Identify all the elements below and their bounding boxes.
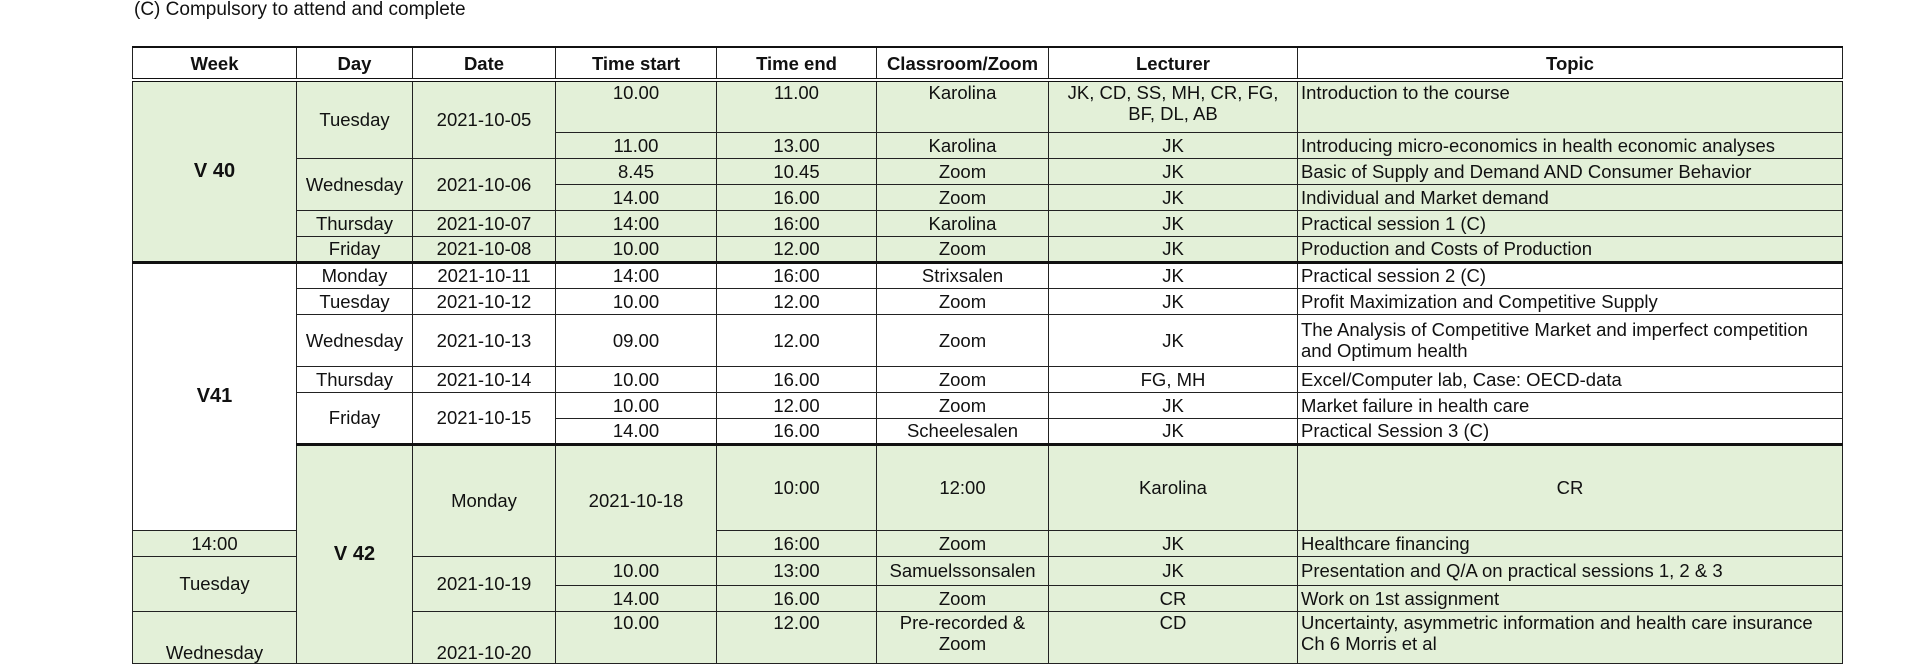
lecturer-cell: FG, MH bbox=[1049, 366, 1298, 392]
day-cell: Thursday bbox=[297, 210, 413, 236]
day-cell: Tuesday bbox=[297, 288, 413, 314]
lecturer-cell: JK bbox=[1049, 184, 1298, 210]
time-end-cell: 16:00 bbox=[717, 210, 877, 236]
col-week: Week bbox=[133, 47, 297, 80]
compulsory-note: (C) Compulsory to attend and complete bbox=[134, 0, 466, 20]
topic-cell: Excel/Computer lab, Case: OECD-data bbox=[1298, 366, 1843, 392]
room-cell: Pre-recorded & Zoom bbox=[877, 611, 1049, 663]
time-end-cell: 16.00 bbox=[717, 366, 877, 392]
col-time-end: Time end bbox=[717, 47, 877, 80]
time-start-cell: 14.00 bbox=[556, 585, 717, 611]
col-lecturer: Lecturer bbox=[1049, 47, 1298, 80]
time-start-cell: 10.00 bbox=[556, 80, 717, 132]
col-day: Day bbox=[297, 47, 413, 80]
day-cell: Wednesday bbox=[297, 158, 413, 210]
time-start-cell: 10:00 bbox=[717, 444, 877, 530]
time-end-cell: 12:00 bbox=[877, 444, 1049, 530]
room-cell: Zoom bbox=[877, 392, 1049, 418]
time-end-cell: 12.00 bbox=[717, 314, 877, 366]
day-cell: Tuesday bbox=[297, 80, 413, 158]
lecturer-cell: JK bbox=[1049, 236, 1298, 262]
room-cell: Karolina bbox=[1049, 444, 1298, 530]
date-cell: 2021-10-19 bbox=[413, 556, 556, 611]
table-row bbox=[133, 236, 1843, 262]
room-cell: Strixsalen bbox=[877, 262, 1049, 288]
time-start-cell: 14.00 bbox=[556, 418, 717, 444]
topic-cell: The Analysis of Competitive Market and imperfect competition and Optimum health bbox=[1298, 314, 1843, 366]
date-cell: 2021-10-13 bbox=[413, 314, 556, 366]
lecturer-cell: JK bbox=[1049, 556, 1298, 585]
date-cell: 2021-10-07 bbox=[413, 210, 556, 236]
date-cell: 2021-10-11 bbox=[413, 262, 556, 288]
time-end-cell: 12.00 bbox=[717, 288, 877, 314]
lecturer-cell: JK bbox=[1049, 210, 1298, 236]
date-cell: 2021-10-18 bbox=[556, 444, 717, 556]
date-cell: 2021-10-20 bbox=[413, 611, 556, 663]
topic-cell: Individual and Market demand bbox=[1298, 184, 1843, 210]
lecturer-cell: JK bbox=[1049, 530, 1298, 556]
topic-cell: Production and Costs of Production bbox=[1298, 236, 1843, 262]
time-end-cell: 16.00 bbox=[717, 418, 877, 444]
time-end-cell: 13:00 bbox=[717, 556, 877, 585]
room-cell: Zoom bbox=[877, 158, 1049, 184]
room-cell: Zoom bbox=[877, 585, 1049, 611]
time-end-cell: 11.00 bbox=[717, 80, 877, 132]
topic-cell: Introduction to the course bbox=[1298, 80, 1843, 132]
table-row bbox=[133, 288, 1843, 314]
table-row bbox=[133, 392, 1843, 418]
topic-cell: Uncertainty, asymmetric information and health care insurance Ch 6 Morris et al bbox=[1298, 611, 1843, 663]
date-cell: 2021-10-08 bbox=[413, 236, 556, 262]
time-start-cell: 14.00 bbox=[556, 184, 717, 210]
time-start-cell: 14:00 bbox=[133, 530, 297, 556]
table-row bbox=[133, 262, 1843, 288]
room-cell: Karolina bbox=[877, 132, 1049, 158]
time-start-cell: 10.00 bbox=[556, 611, 717, 663]
table-row bbox=[133, 158, 1843, 184]
topic-cell: Practical session 2 (C) bbox=[1298, 262, 1843, 288]
lecturer-cell: CR bbox=[1298, 444, 1843, 530]
col-room: Classroom/Zoom bbox=[877, 47, 1049, 80]
day-cell: Wednesday bbox=[133, 611, 297, 663]
room-cell: Zoom bbox=[877, 366, 1049, 392]
room-cell: Zoom bbox=[877, 184, 1049, 210]
date-cell: 2021-10-06 bbox=[413, 158, 556, 210]
day-cell: Wednesday bbox=[297, 314, 413, 366]
date-cell: 2021-10-12 bbox=[413, 288, 556, 314]
table-row bbox=[133, 314, 1843, 366]
week-label: V 40 bbox=[133, 80, 297, 262]
topic-cell: Practical Session 3 (C) bbox=[1298, 418, 1843, 444]
topic-cell: Practical session 1 (C) bbox=[1298, 210, 1843, 236]
room-cell: Zoom bbox=[877, 314, 1049, 366]
time-end-cell: 13.00 bbox=[717, 132, 877, 158]
topic-cell: Profit Maximization and Competitive Supply bbox=[1298, 288, 1843, 314]
lecturer-cell: JK bbox=[1049, 392, 1298, 418]
day-cell: Friday bbox=[297, 392, 413, 444]
table-row bbox=[133, 80, 1843, 132]
time-start-cell: 10.00 bbox=[556, 366, 717, 392]
topic-cell: Market failure in health care bbox=[1298, 392, 1843, 418]
room-cell: Zoom bbox=[877, 530, 1049, 556]
topic-cell: Introducing micro-economics in health economic analyses bbox=[1298, 132, 1843, 158]
header-row bbox=[133, 47, 1843, 80]
topic-cell: Work on 1st assignment bbox=[1298, 585, 1843, 611]
room-cell: Samuelssonsalen bbox=[877, 556, 1049, 585]
time-start-cell: 10.00 bbox=[556, 556, 717, 585]
topic-cell: Healthcare financing bbox=[1298, 530, 1843, 556]
lecturer-cell: JK bbox=[1049, 132, 1298, 158]
lecturer-cell: JK bbox=[1049, 158, 1298, 184]
topic-cell: Presentation and Q/A on practical sessions 1, 2 & 3 bbox=[1298, 556, 1843, 585]
time-start-cell: 10.00 bbox=[556, 288, 717, 314]
lecturer-cell: CD bbox=[1049, 611, 1298, 663]
lecturer-cell: JK bbox=[1049, 418, 1298, 444]
time-start-cell: 14:00 bbox=[556, 210, 717, 236]
time-end-cell: 12.00 bbox=[717, 611, 877, 663]
schedule-table bbox=[132, 46, 1843, 664]
time-end-cell: 10.45 bbox=[717, 158, 877, 184]
topic-cell: Basic of Supply and Demand AND Consumer Behavior bbox=[1298, 158, 1843, 184]
time-start-cell: 10.00 bbox=[556, 392, 717, 418]
col-time-start: Time start bbox=[556, 47, 717, 80]
time-start-cell: 09.00 bbox=[556, 314, 717, 366]
day-cell: Thursday bbox=[297, 366, 413, 392]
room-cell: Zoom bbox=[877, 288, 1049, 314]
room-cell: Karolina bbox=[877, 210, 1049, 236]
time-start-cell: 10.00 bbox=[556, 236, 717, 262]
table-row bbox=[133, 366, 1843, 392]
col-topic: Topic bbox=[1298, 47, 1843, 80]
room-cell: Scheelesalen bbox=[877, 418, 1049, 444]
lecturer-cell: CR bbox=[1049, 585, 1298, 611]
table-row bbox=[133, 444, 1843, 530]
time-end-cell: 16.00 bbox=[717, 585, 877, 611]
lecturer-cell: JK bbox=[1049, 262, 1298, 288]
time-start-cell: 11.00 bbox=[556, 132, 717, 158]
day-cell: Tuesday bbox=[133, 556, 297, 611]
time-end-cell: 16:00 bbox=[717, 530, 877, 556]
date-cell: 2021-10-14 bbox=[413, 366, 556, 392]
time-end-cell: 12.00 bbox=[717, 392, 877, 418]
week-label: V41 bbox=[133, 262, 297, 530]
lecturer-cell: JK bbox=[1049, 288, 1298, 314]
room-cell: Karolina bbox=[877, 80, 1049, 132]
day-cell: Monday bbox=[297, 262, 413, 288]
date-cell: 2021-10-15 bbox=[413, 392, 556, 444]
time-start-cell: 14:00 bbox=[556, 262, 717, 288]
room-cell: Zoom bbox=[877, 236, 1049, 262]
date-cell: 2021-10-05 bbox=[413, 80, 556, 158]
lecturer-cell: JK bbox=[1049, 314, 1298, 366]
time-end-cell: 12.00 bbox=[717, 236, 877, 262]
lecturer-cell: JK, CD, SS, MH, CR, FG, BF, DL, AB bbox=[1049, 80, 1298, 132]
col-date: Date bbox=[413, 47, 556, 80]
time-end-cell: 16:00 bbox=[717, 262, 877, 288]
time-start-cell: 8.45 bbox=[556, 158, 717, 184]
table-row bbox=[133, 210, 1843, 236]
day-cell: Friday bbox=[297, 236, 413, 262]
week-label: V 42 bbox=[297, 444, 413, 663]
day-cell: Monday bbox=[413, 444, 556, 556]
time-end-cell: 16.00 bbox=[717, 184, 877, 210]
